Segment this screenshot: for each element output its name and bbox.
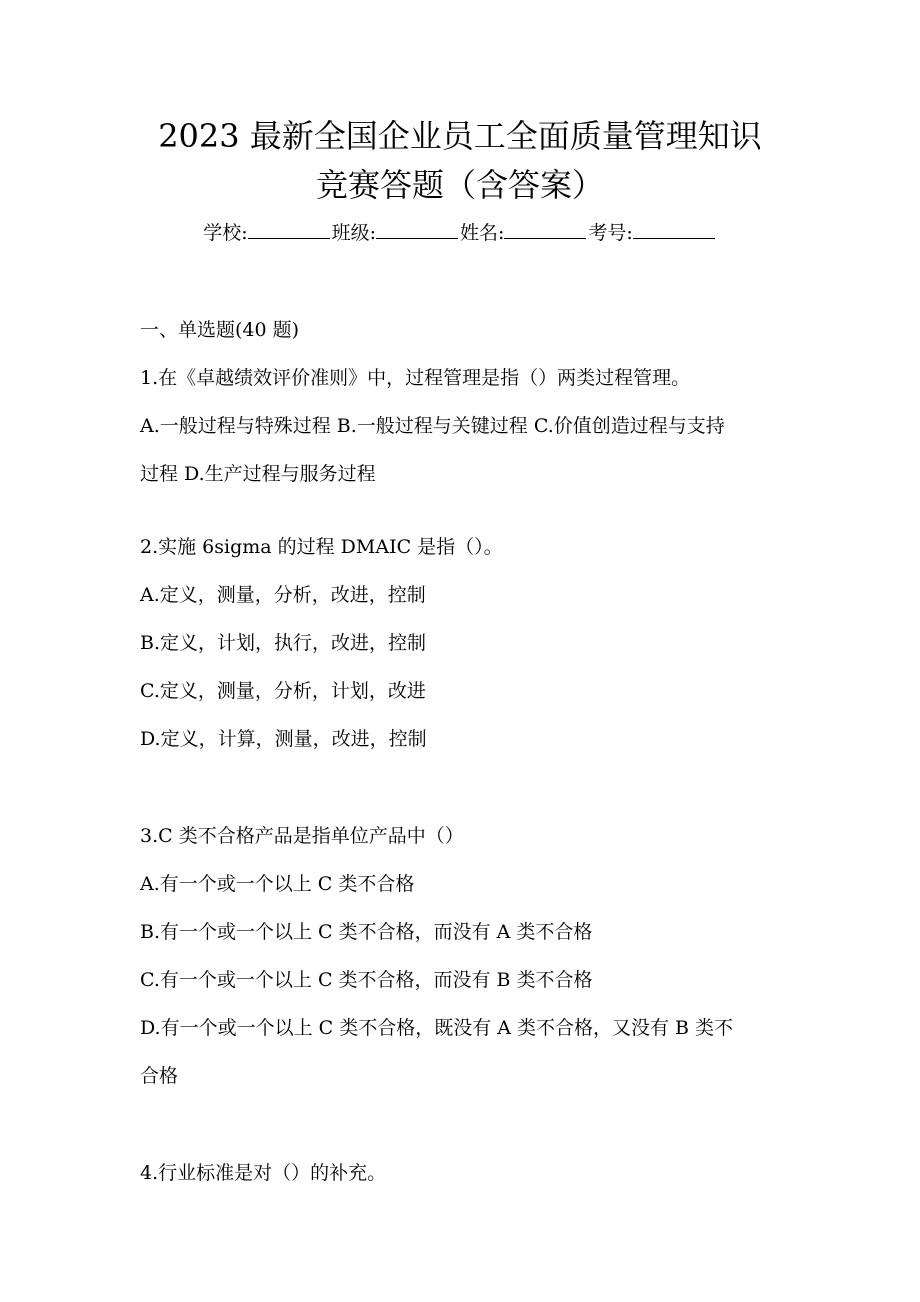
question-2-stem: 2.实施 6sigma 的过程 DMAIC 是指（）。: [140, 536, 503, 558]
question-2-option-a: A.定义，测量，分析，改进，控制: [140, 584, 426, 606]
class-label: 班级:: [331, 222, 376, 244]
question-4-stem: 4.行业标准是对（）的补充。: [140, 1162, 387, 1184]
name-label: 姓名:: [460, 222, 505, 244]
school-blank: [248, 220, 330, 239]
document-title-line-1: 2023 最新全国企业员工全面质量管理知识: [158, 117, 762, 155]
class-blank: [376, 220, 458, 239]
question-3-stem: 3.C 类不合格产品是指单位产品中（）: [140, 825, 464, 847]
name-blank: [504, 220, 586, 239]
exam-no-blank: [633, 220, 715, 239]
school-label: 学校:: [203, 222, 248, 244]
question-2-option-c: C.定义，测量，分析，计划，改进: [140, 680, 426, 702]
question-1-stem: 1.在《卓越绩效评价准则》中，过程管理是指（）两类过程管理。: [140, 367, 691, 389]
question-3-option-d-continued: 合格: [140, 1065, 179, 1087]
question-1-options-line-1: A.一般过程与特殊过程 B.一般过程与关键过程 C.价值创造过程与支持: [140, 415, 725, 437]
student-info-row: [0, 219, 920, 247]
document-title-line-2: 竞赛答题（含答案）: [315, 166, 604, 204]
question-3-option-a: A.有一个或一个以上 C 类不合格: [140, 873, 415, 895]
question-2-option-b: B.定义，计划，执行，改进，控制: [140, 632, 427, 654]
question-3-option-c: C.有一个或一个以上 C 类不合格，而没有 B 类不合格: [140, 969, 593, 991]
section-heading: 一、单选题(40 题): [140, 319, 300, 341]
question-3-option-b: B.有一个或一个以上 C 类不合格，而没有 A 类不合格: [140, 921, 593, 943]
question-1-options-line-2: 过程 D.生产过程与服务过程: [140, 463, 376, 485]
question-3-option-d: D.有一个或一个以上 C 类不合格，既没有 A 类不合格，又没有 B 类不: [140, 1017, 734, 1039]
exam-no-label: 考号:: [588, 222, 633, 244]
question-2-option-d: D.定义，计算，测量，改进，控制: [140, 728, 427, 750]
